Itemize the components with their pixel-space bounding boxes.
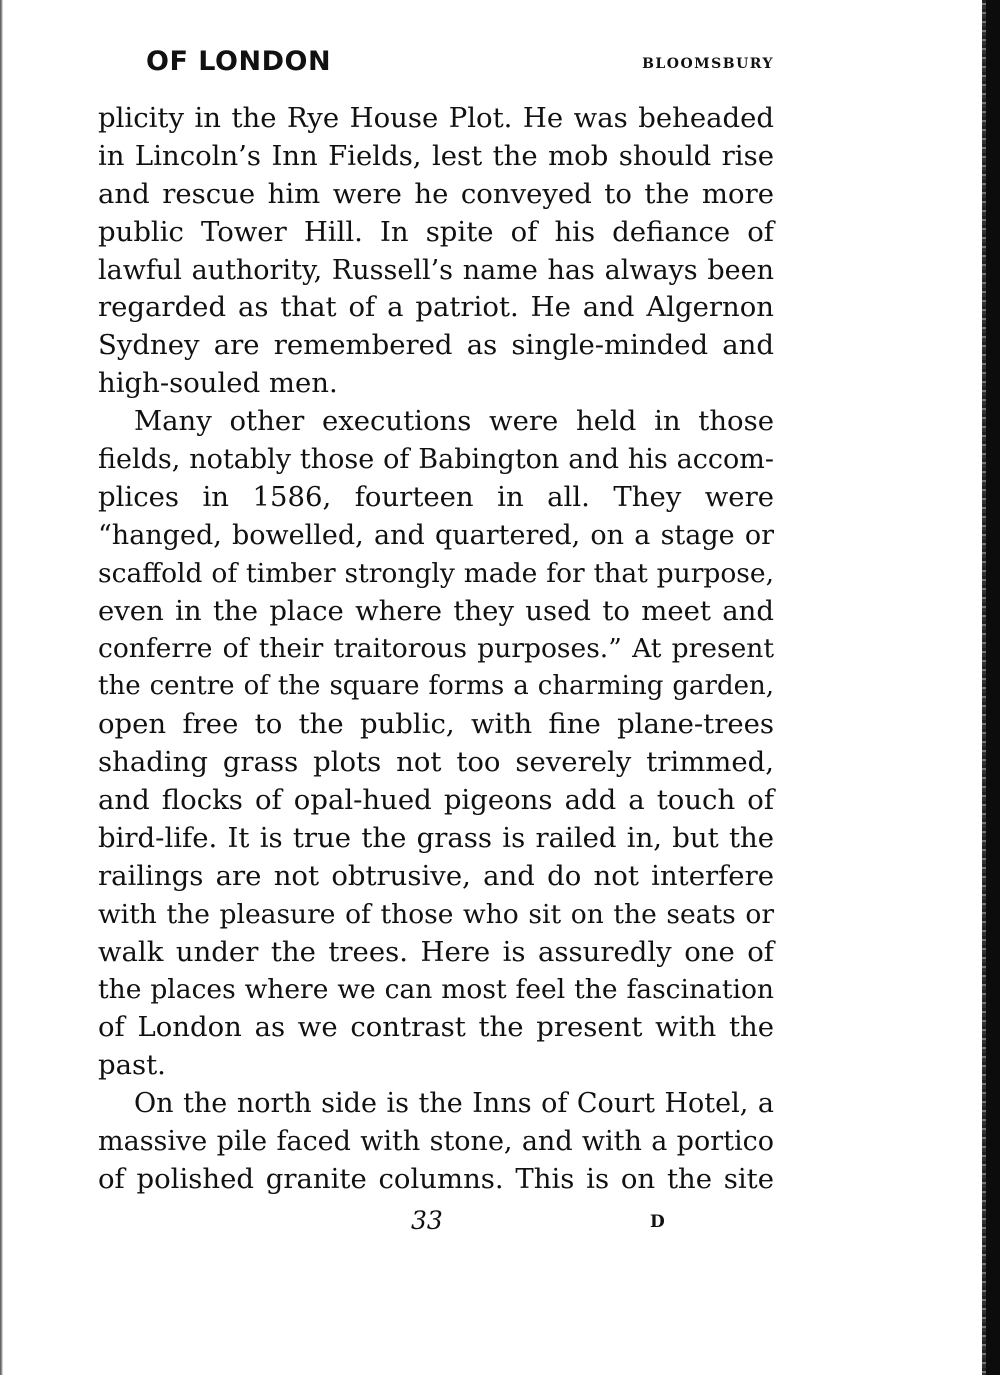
text-line: massive pile faced with stone, and with a portico (98, 1126, 774, 1158)
text-line: public Tower Hill. In spite of his defiance of (98, 215, 774, 248)
text-line: Many other executions were held in those (134, 405, 774, 438)
text-line: fields, notably those of Babington and his accom- (98, 444, 774, 476)
text-line: Sydney are remembered as single-minded and (98, 329, 774, 362)
body-text (98, 100, 774, 1199)
section-head: BLOOMSBURY (642, 56, 774, 72)
page-edge-left (0, 0, 3, 1375)
text-line: with the pleasure of those who sit on the seats or (98, 898, 774, 930)
text-line: bird-life. It is true the grass is railed in, but the (98, 821, 774, 854)
page-edge-right (986, 0, 1000, 1375)
paragraph-1 (98, 100, 774, 403)
page-number: 33 (411, 1206, 443, 1235)
running-head: OF LONDON (146, 46, 332, 77)
text-line: “hanged, bowelled, and quartered, on a stage or (98, 519, 774, 551)
text-line: of polished granite columns. This is on the site (98, 1162, 774, 1195)
text-line: scaffold of timber strongly made for that purpose, (98, 557, 774, 589)
text-line: high-souled men. (98, 367, 338, 400)
text-line: shading grass plots not too severely trimmed, (98, 746, 774, 779)
text-line: in Lincoln’s Inn Fields, lest the mob should rise (98, 139, 774, 172)
text-line: plices in 1586, fourteen in all. They were (98, 480, 774, 513)
text-line: plicity in the Rye House Plot. He was beheaded (98, 102, 774, 134)
page-footer (98, 1203, 774, 1243)
text-line: On the north side is the Inns of Court Hotel, a (134, 1088, 774, 1120)
signature-mark: D (650, 1212, 665, 1232)
text-line: and rescue him were he conveyed to the more (98, 177, 774, 210)
text-line: and flocks of opal-hued pigeons add a touch of (98, 784, 774, 817)
paragraph-2 (98, 403, 774, 1085)
text-line: open free to the public, with fine plane-trees (98, 708, 774, 741)
text-line: conferre of their traitorous purposes.” At present (98, 633, 774, 665)
text-line: the centre of the square forms a charming garden, (98, 671, 774, 702)
paragraph-3 (98, 1085, 774, 1199)
text-line: the places where we can most feel the fascination (98, 974, 774, 1006)
text-line: past. (98, 1049, 166, 1082)
text-line: walk under the trees. Here is assuredly one of (98, 935, 774, 968)
text-line: of London as we contrast the present with the (98, 1011, 774, 1044)
page-header (146, 44, 774, 84)
text-line: railings are not obtrusive, and do not interfere (98, 859, 774, 892)
text-line: regarded as that of a patriot. He and Algernon (98, 291, 774, 324)
text-line: even in the place where they used to meet and (98, 594, 774, 627)
text-line: lawful authority, Russell’s name has always been (98, 254, 774, 286)
